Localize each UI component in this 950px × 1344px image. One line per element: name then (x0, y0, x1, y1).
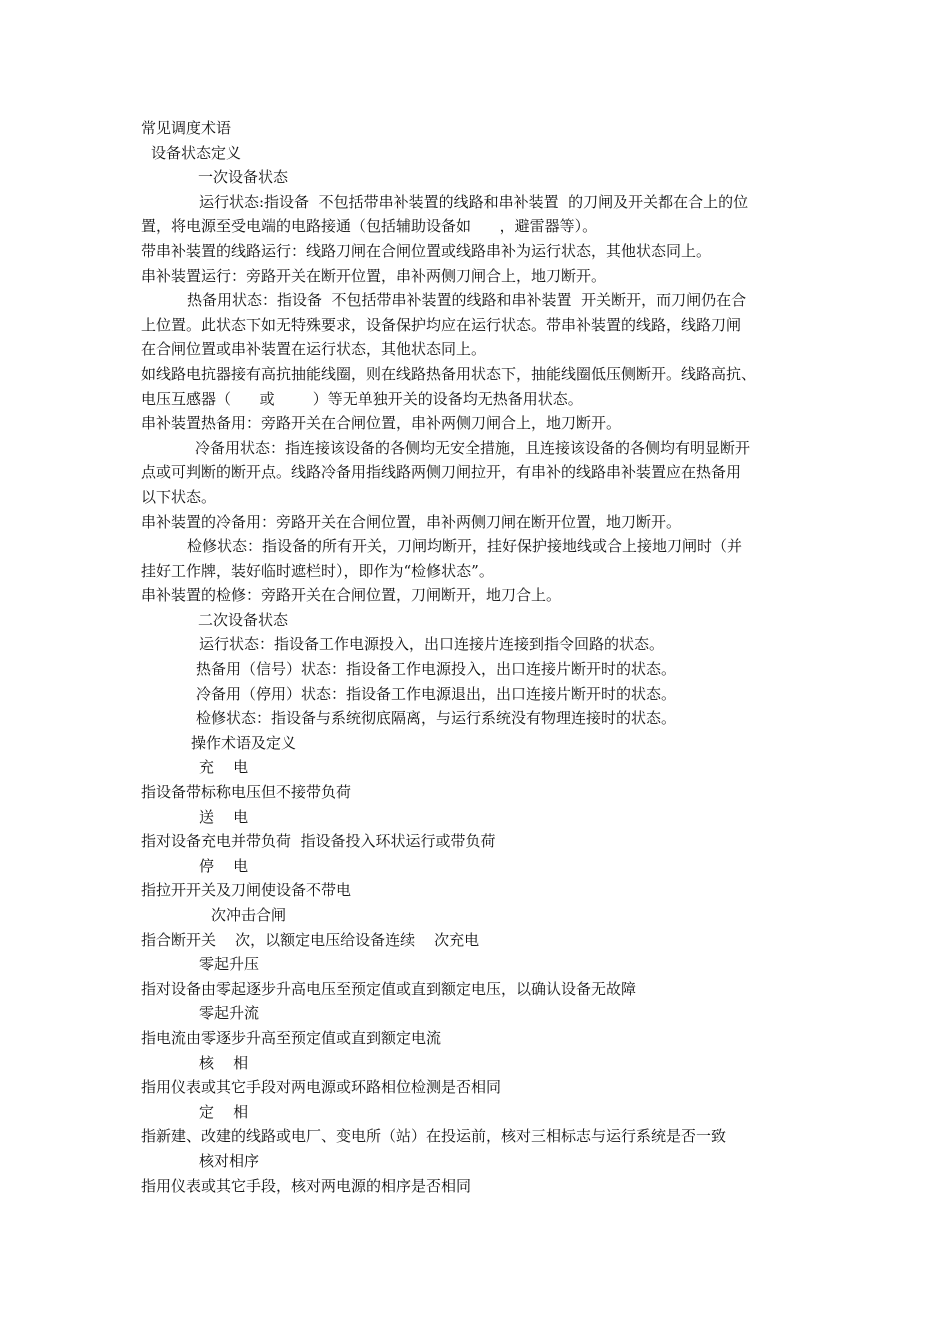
text-line: 冷备用状态：指连接该设备的各侧均无安全措施，且连接该设备的各侧均有明显断开 (195, 438, 751, 457)
document-body (141, 116, 817, 1198)
text-line: 指用仪表或其它手段，核对两电源的相序是否相同 (141, 1176, 472, 1195)
text-line: 点或可判断的断开点。线路冷备用指线路两侧刀闸拉开，有串补的线路串补装置应在热备用 (141, 463, 742, 482)
text-line: 串补装置的冷备用：旁路开关在合闸位置，串补两侧刀闸在断开位置，地刀断开。 (141, 512, 682, 531)
text-line: 置，将电源至受电端的电路接通（包括辅助设备如 ，避雷器等）。 (141, 217, 598, 236)
text-line: 串补装置热备用：旁路开关在合闸位置，串补两侧刀闸合上，地刀断开。 (141, 414, 622, 433)
text-line: 指新建、改建的线路或电厂、变电所（站）在投运前，核对三相标志与运行系统是否一致 (141, 1127, 727, 1146)
text-line: 串补装置的检修：旁路开关在合闸位置，刀闸断开，地刀合上。 (141, 586, 562, 605)
text-line: 核对相序 (199, 1151, 260, 1170)
text-line: 零起升流 (199, 1004, 260, 1023)
text-line: 指电流由零逐步升高至预定值或直到额定电流 (141, 1028, 442, 1047)
text-line: 挂好工作牌，装好临时遮栏时），即作为“检修状态”。 (141, 561, 494, 580)
text-line: 停 电 (199, 856, 249, 875)
text-line: 冷备用（停用）状态：指设备工作电源退出，出口连接片断开时的状态。 (196, 684, 677, 703)
text-line: 指对设备由零起逐步升高电压至预定值或直到额定电压，以确认设备无故障 (141, 979, 637, 998)
text-line: 检修状态：指设备的所有开关，刀闸均断开，挂好保护接地线或合上接地刀闸时（并 (187, 537, 743, 556)
text-line: 在合闸位置或串补装置在运行状态，其他状态同上。 (141, 340, 487, 359)
text-line: 常见调度术语 (141, 119, 232, 137)
text-line: 串补装置运行：旁路开关在断开位置，串补两侧刀闸合上，地刀断开。 (141, 266, 607, 285)
text-line: 设备状态定义 (151, 143, 242, 162)
text-line: 带串补装置的线路运行：线路刀闸在合闸位置或线路串补为运行状态，其他状态同上。 (141, 241, 712, 260)
text-line: 零起升压 (199, 955, 260, 974)
text-line: 指拉开开关及刀闸使设备不带电 (141, 881, 352, 900)
text-line: 定 相 (199, 1102, 249, 1121)
text-line: 热备用（信号）状态：指设备工作电源投入，出口连接片断开时的状态。 (196, 660, 677, 679)
text-line: 一次设备状态 (198, 168, 289, 187)
text-line: 以下状态。 (141, 487, 217, 506)
text-line: 如线路电抗器接有高抗抽能线圈，则在线路热备用状态下，抽能线圈低压侧断开。线路高抗、 (141, 364, 757, 383)
text-line: 二次设备状态 (198, 610, 289, 629)
text-line: 指用仪表或其它手段对两电源或环路相位检测是否相同 (141, 1078, 502, 1097)
text-line: 操作术语及定义 (191, 733, 297, 752)
text-line: 充 电 (199, 758, 249, 777)
text-line: 上位置。此状态下如无特殊要求，设备保护均应在运行状态。带串补装置的线路，线路刀闸 (141, 315, 742, 334)
text-line: 运行状态：指设备工作电源投入，出口连接片连接到指令回路的状态。 (199, 635, 665, 654)
text-line: 指对设备充电并带负荷 指设备投入环状运行或带负荷 (141, 832, 496, 851)
text-line: 送 电 (199, 807, 249, 826)
text-line: 指设备带标称电压但不接带负荷 (141, 783, 352, 802)
text-line: 检修状态：指设备与系统彻底隔离，与运行系统没有物理连接时的状态。 (196, 709, 677, 728)
text-line: 指合断开关 次，以额定电压给设备连续 次充电 (141, 930, 480, 949)
text-line: 电压互感器（ 或 ）等无单独开关的设备均无热备用状态。 (141, 389, 583, 408)
text-line: 热备用状态：指设备 不包括带串补装置的线路和串补装置 开关断开，而刀闸仍在合 (187, 291, 747, 310)
text-line: 次冲击合闸 (211, 906, 287, 924)
text-line: 运行状态:指设备 不包括带串补装置的线路和串补装置 的刀闸及开关都在合上的位 (199, 192, 749, 211)
text-line: 核 相 (199, 1053, 249, 1072)
